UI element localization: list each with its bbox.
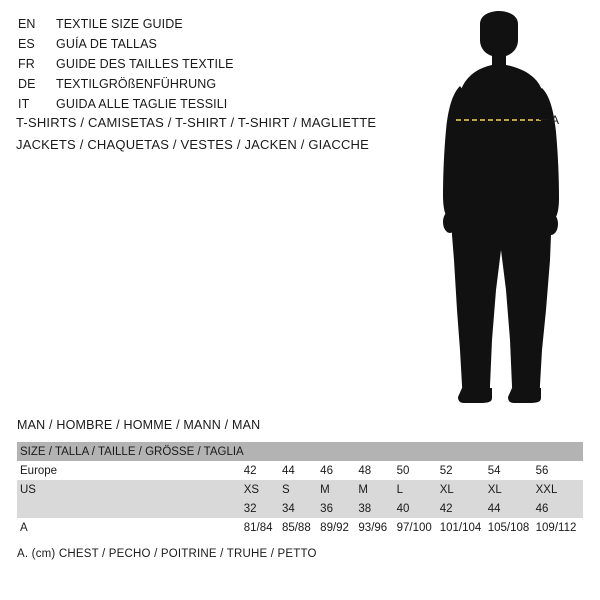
table-cell: 81/84 bbox=[244, 518, 282, 537]
table-header-cell bbox=[282, 442, 320, 461]
language-row-en bbox=[18, 14, 418, 34]
table-cell: 105/108 bbox=[488, 518, 536, 537]
table-cell: L bbox=[397, 480, 440, 499]
table-caption: MAN / HOMBRE / HOMME / MANN / MAN bbox=[17, 418, 261, 432]
table-cell: 89/92 bbox=[320, 518, 358, 537]
language-text: GUIDE DES TAILLES TEXTILE bbox=[56, 57, 234, 71]
table-cell: XL bbox=[488, 480, 536, 499]
table-cell: XXL bbox=[536, 480, 583, 499]
language-text: TEXTILGRÖßENFÜHRUNG bbox=[56, 77, 217, 91]
language-code: EN bbox=[18, 17, 36, 31]
table-cell: 50 bbox=[397, 461, 440, 480]
table-cell: 52 bbox=[440, 461, 488, 480]
table-header-cell bbox=[488, 442, 536, 461]
table-cell: XL bbox=[440, 480, 488, 499]
measure-label-a: A bbox=[551, 113, 560, 127]
category-tshirts: T-SHIRTS / CAMISETAS / T-SHIRT / T-SHIRT / MAGLIETTE bbox=[16, 115, 377, 130]
male-silhouette-figure bbox=[400, 10, 600, 410]
table-footnote: A. (cm) CHEST / PECHO / POITRINE / TRUHE / PETTO bbox=[17, 548, 317, 560]
table-cell: 48 bbox=[358, 461, 396, 480]
size-table bbox=[17, 442, 583, 537]
table-header-cell bbox=[536, 442, 583, 461]
table-cell: 40 bbox=[397, 499, 440, 518]
category-jackets: JACKETS / CHAQUETAS / VESTES / JACKEN / GIACCHE bbox=[16, 137, 370, 152]
table-header-cell bbox=[397, 442, 440, 461]
table-row bbox=[17, 461, 583, 480]
language-list bbox=[18, 14, 418, 114]
table-cell: 54 bbox=[488, 461, 536, 480]
language-row-de bbox=[18, 74, 418, 94]
table-row bbox=[17, 518, 583, 537]
language-text: GUÍA DE TALLAS bbox=[56, 37, 157, 51]
table-header-cell bbox=[440, 442, 488, 461]
language-code: FR bbox=[18, 57, 35, 71]
table-row bbox=[17, 480, 583, 499]
table-cell: 34 bbox=[282, 499, 320, 518]
table-cell: 38 bbox=[358, 499, 396, 518]
table-header-row bbox=[17, 442, 583, 461]
language-row-fr bbox=[18, 54, 418, 74]
language-code: ES bbox=[18, 37, 35, 51]
table-cell: M bbox=[320, 480, 358, 499]
table-cell: M bbox=[358, 480, 396, 499]
language-row-it bbox=[18, 94, 418, 114]
table-cell: 85/88 bbox=[282, 518, 320, 537]
table-cell: XS bbox=[244, 480, 282, 499]
row-label bbox=[17, 499, 244, 518]
table-row bbox=[17, 499, 583, 518]
table-header-cell bbox=[358, 442, 396, 461]
language-text: TEXTILE SIZE GUIDE bbox=[56, 17, 183, 31]
table-header-cell bbox=[244, 442, 282, 461]
table-header-cell: SIZE / TALLA / TAILLE / GRÖSSE / TAGLIA bbox=[17, 442, 244, 461]
language-code: IT bbox=[18, 97, 30, 111]
table-cell: 42 bbox=[440, 499, 488, 518]
table-cell: 44 bbox=[282, 461, 320, 480]
table-cell: 93/96 bbox=[358, 518, 396, 537]
measure-leader-line bbox=[539, 119, 548, 120]
language-row-es bbox=[18, 34, 418, 54]
table-header-cell bbox=[320, 442, 358, 461]
row-label: Europe bbox=[17, 461, 244, 480]
language-text: GUIDA ALLE TAGLIE TESSILI bbox=[56, 97, 228, 111]
table-cell: 56 bbox=[536, 461, 583, 480]
table-cell: 97/100 bbox=[397, 518, 440, 537]
table-cell: 32 bbox=[244, 499, 282, 518]
row-label: US bbox=[17, 480, 244, 499]
table-cell: 46 bbox=[320, 461, 358, 480]
table-cell: 42 bbox=[244, 461, 282, 480]
table-cell: 46 bbox=[536, 499, 583, 518]
language-code: DE bbox=[18, 77, 36, 91]
table-cell: 44 bbox=[488, 499, 536, 518]
table-cell: 101/104 bbox=[440, 518, 488, 537]
table-cell: S bbox=[282, 480, 320, 499]
silhouette-icon bbox=[400, 10, 600, 410]
table-cell: 109/112 bbox=[536, 518, 583, 537]
table-cell: 36 bbox=[320, 499, 358, 518]
category-list bbox=[16, 112, 436, 156]
row-label: A bbox=[17, 518, 244, 537]
